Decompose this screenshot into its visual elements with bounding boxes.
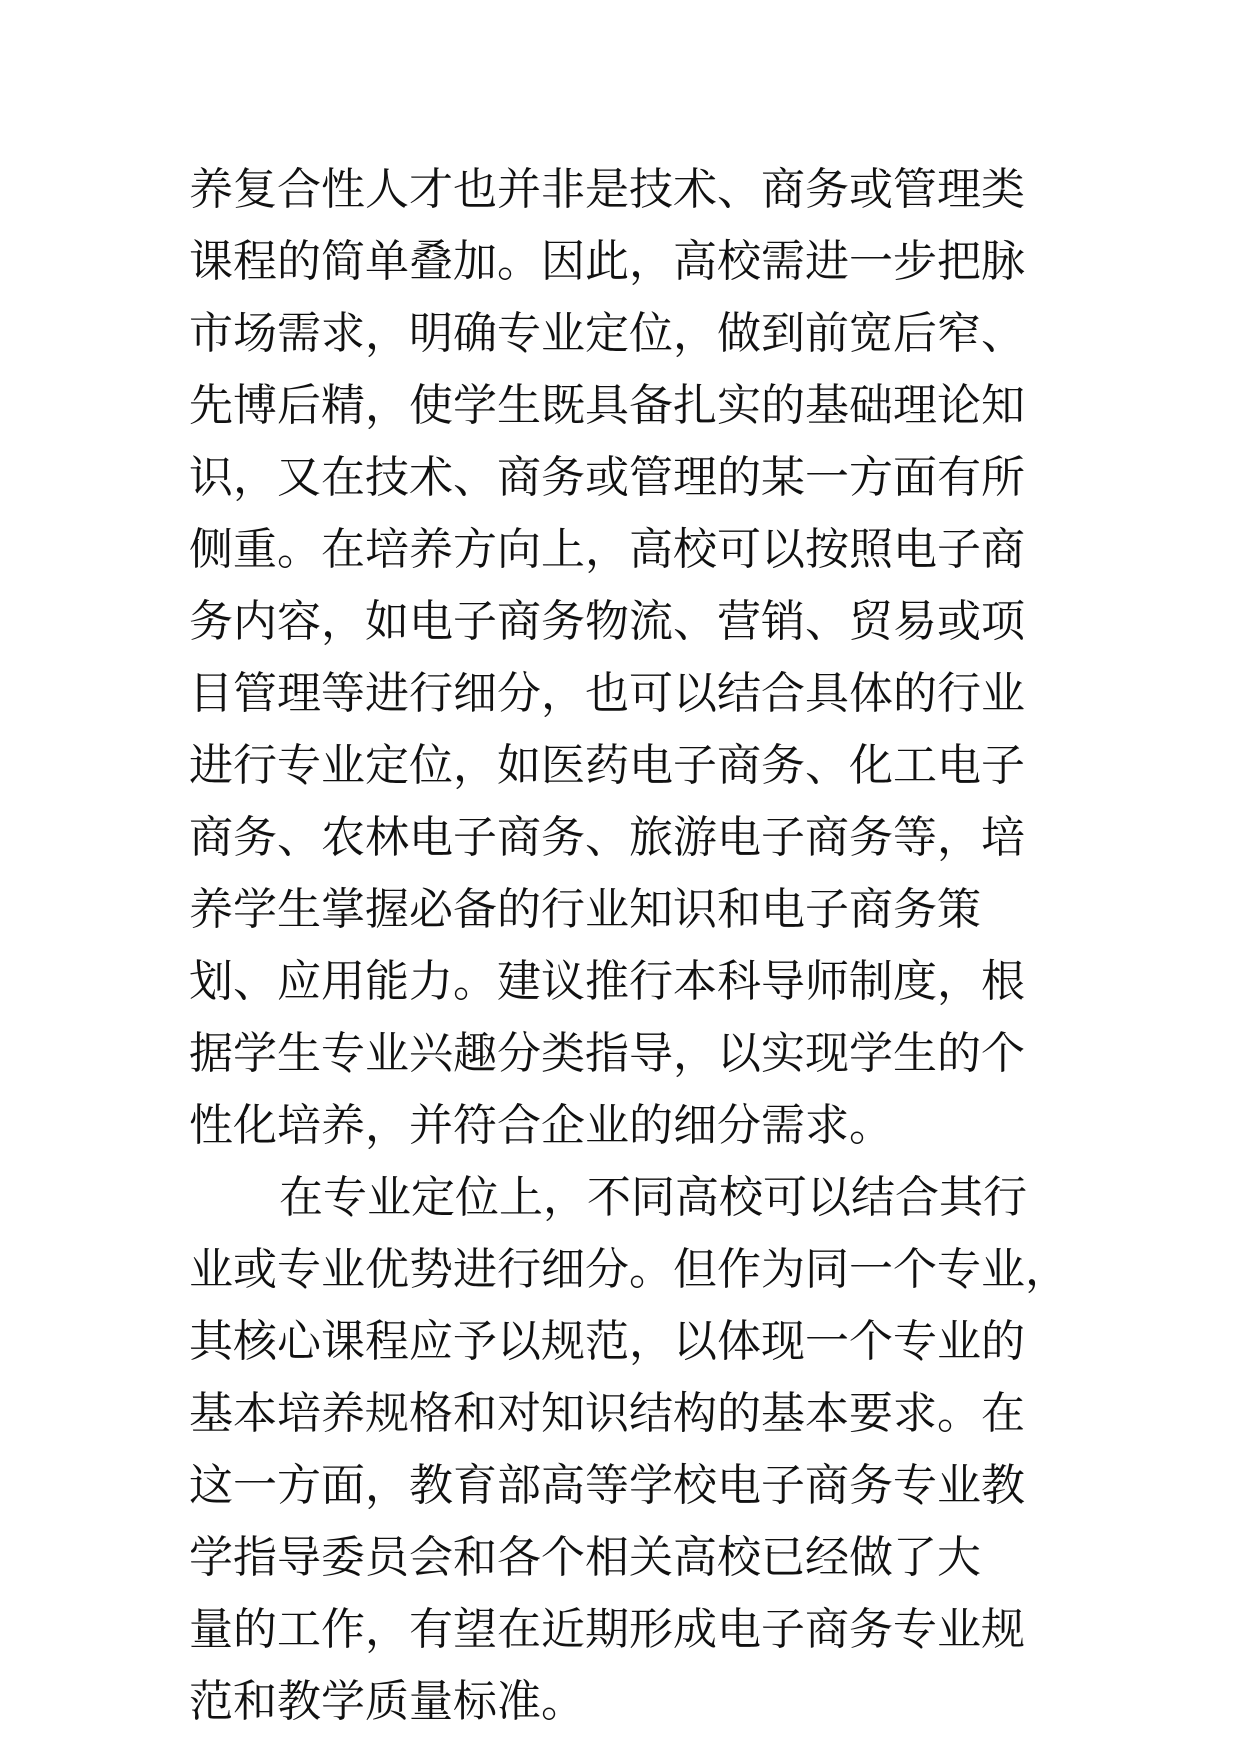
text-line: 商务、农林电子商务、旅游电子商务等，培 (189, 812, 1025, 863)
text-line: 先博后精，使学生既具备扎实的基础理论知 (189, 380, 1025, 431)
text-line: 养学生掌握必备的行业知识和电子商务策 (189, 884, 981, 935)
text-line: 务内容，如电子商务物流、营销、贸易或项 (189, 596, 1025, 647)
paragraph-1 (189, 154, 1089, 1162)
text-line: 范和教学质量标准。 (189, 1676, 585, 1727)
text-line: 在专业定位上，不同高校可以结合其行 (279, 1172, 1027, 1223)
body-text (189, 154, 1089, 1738)
text-line: 进行专业定位，如医药电子商务、化工电子 (189, 740, 1025, 791)
paragraph-2 (189, 1162, 1089, 1738)
text-line: 市场需求，明确专业定位，做到前宽后窄、 (189, 308, 1025, 359)
text-line: 识，又在技术、商务或管理的某一方面有所 (189, 452, 1025, 503)
text-line: 性化培养，并符合企业的细分需求。 (189, 1100, 893, 1151)
text-line: 划、应用能力。建议推行本科导师制度，根 (189, 956, 1025, 1007)
text-line: 其核心课程应予以规范，以体现一个专业的 (189, 1316, 1025, 1367)
text-line: 课程的简单叠加。因此，高校需进一步把脉 (189, 236, 1025, 287)
text-line: 侧重。在培养方向上，高校可以按照电子商 (189, 524, 1025, 575)
text-line: 养复合性人才也并非是技术、商务或管理类 (189, 164, 1025, 215)
text-line: 据学生专业兴趣分类指导，以实现学生的个 (189, 1028, 1025, 1079)
text-line: 量的工作，有望在近期形成电子商务专业规 (189, 1604, 1025, 1655)
text-line: 业或专业优势进行细分。但作为同一个专业， (189, 1244, 1069, 1295)
text-line: 基本培养规格和对知识结构的基本要求。在 (189, 1388, 1025, 1439)
text-line: 学指导委员会和各个相关高校已经做了大 (189, 1532, 981, 1583)
text-line: 这一方面，教育部高等学校电子商务专业教 (189, 1460, 1025, 1511)
text-line: 目管理等进行细分，也可以结合具体的行业 (189, 668, 1025, 719)
